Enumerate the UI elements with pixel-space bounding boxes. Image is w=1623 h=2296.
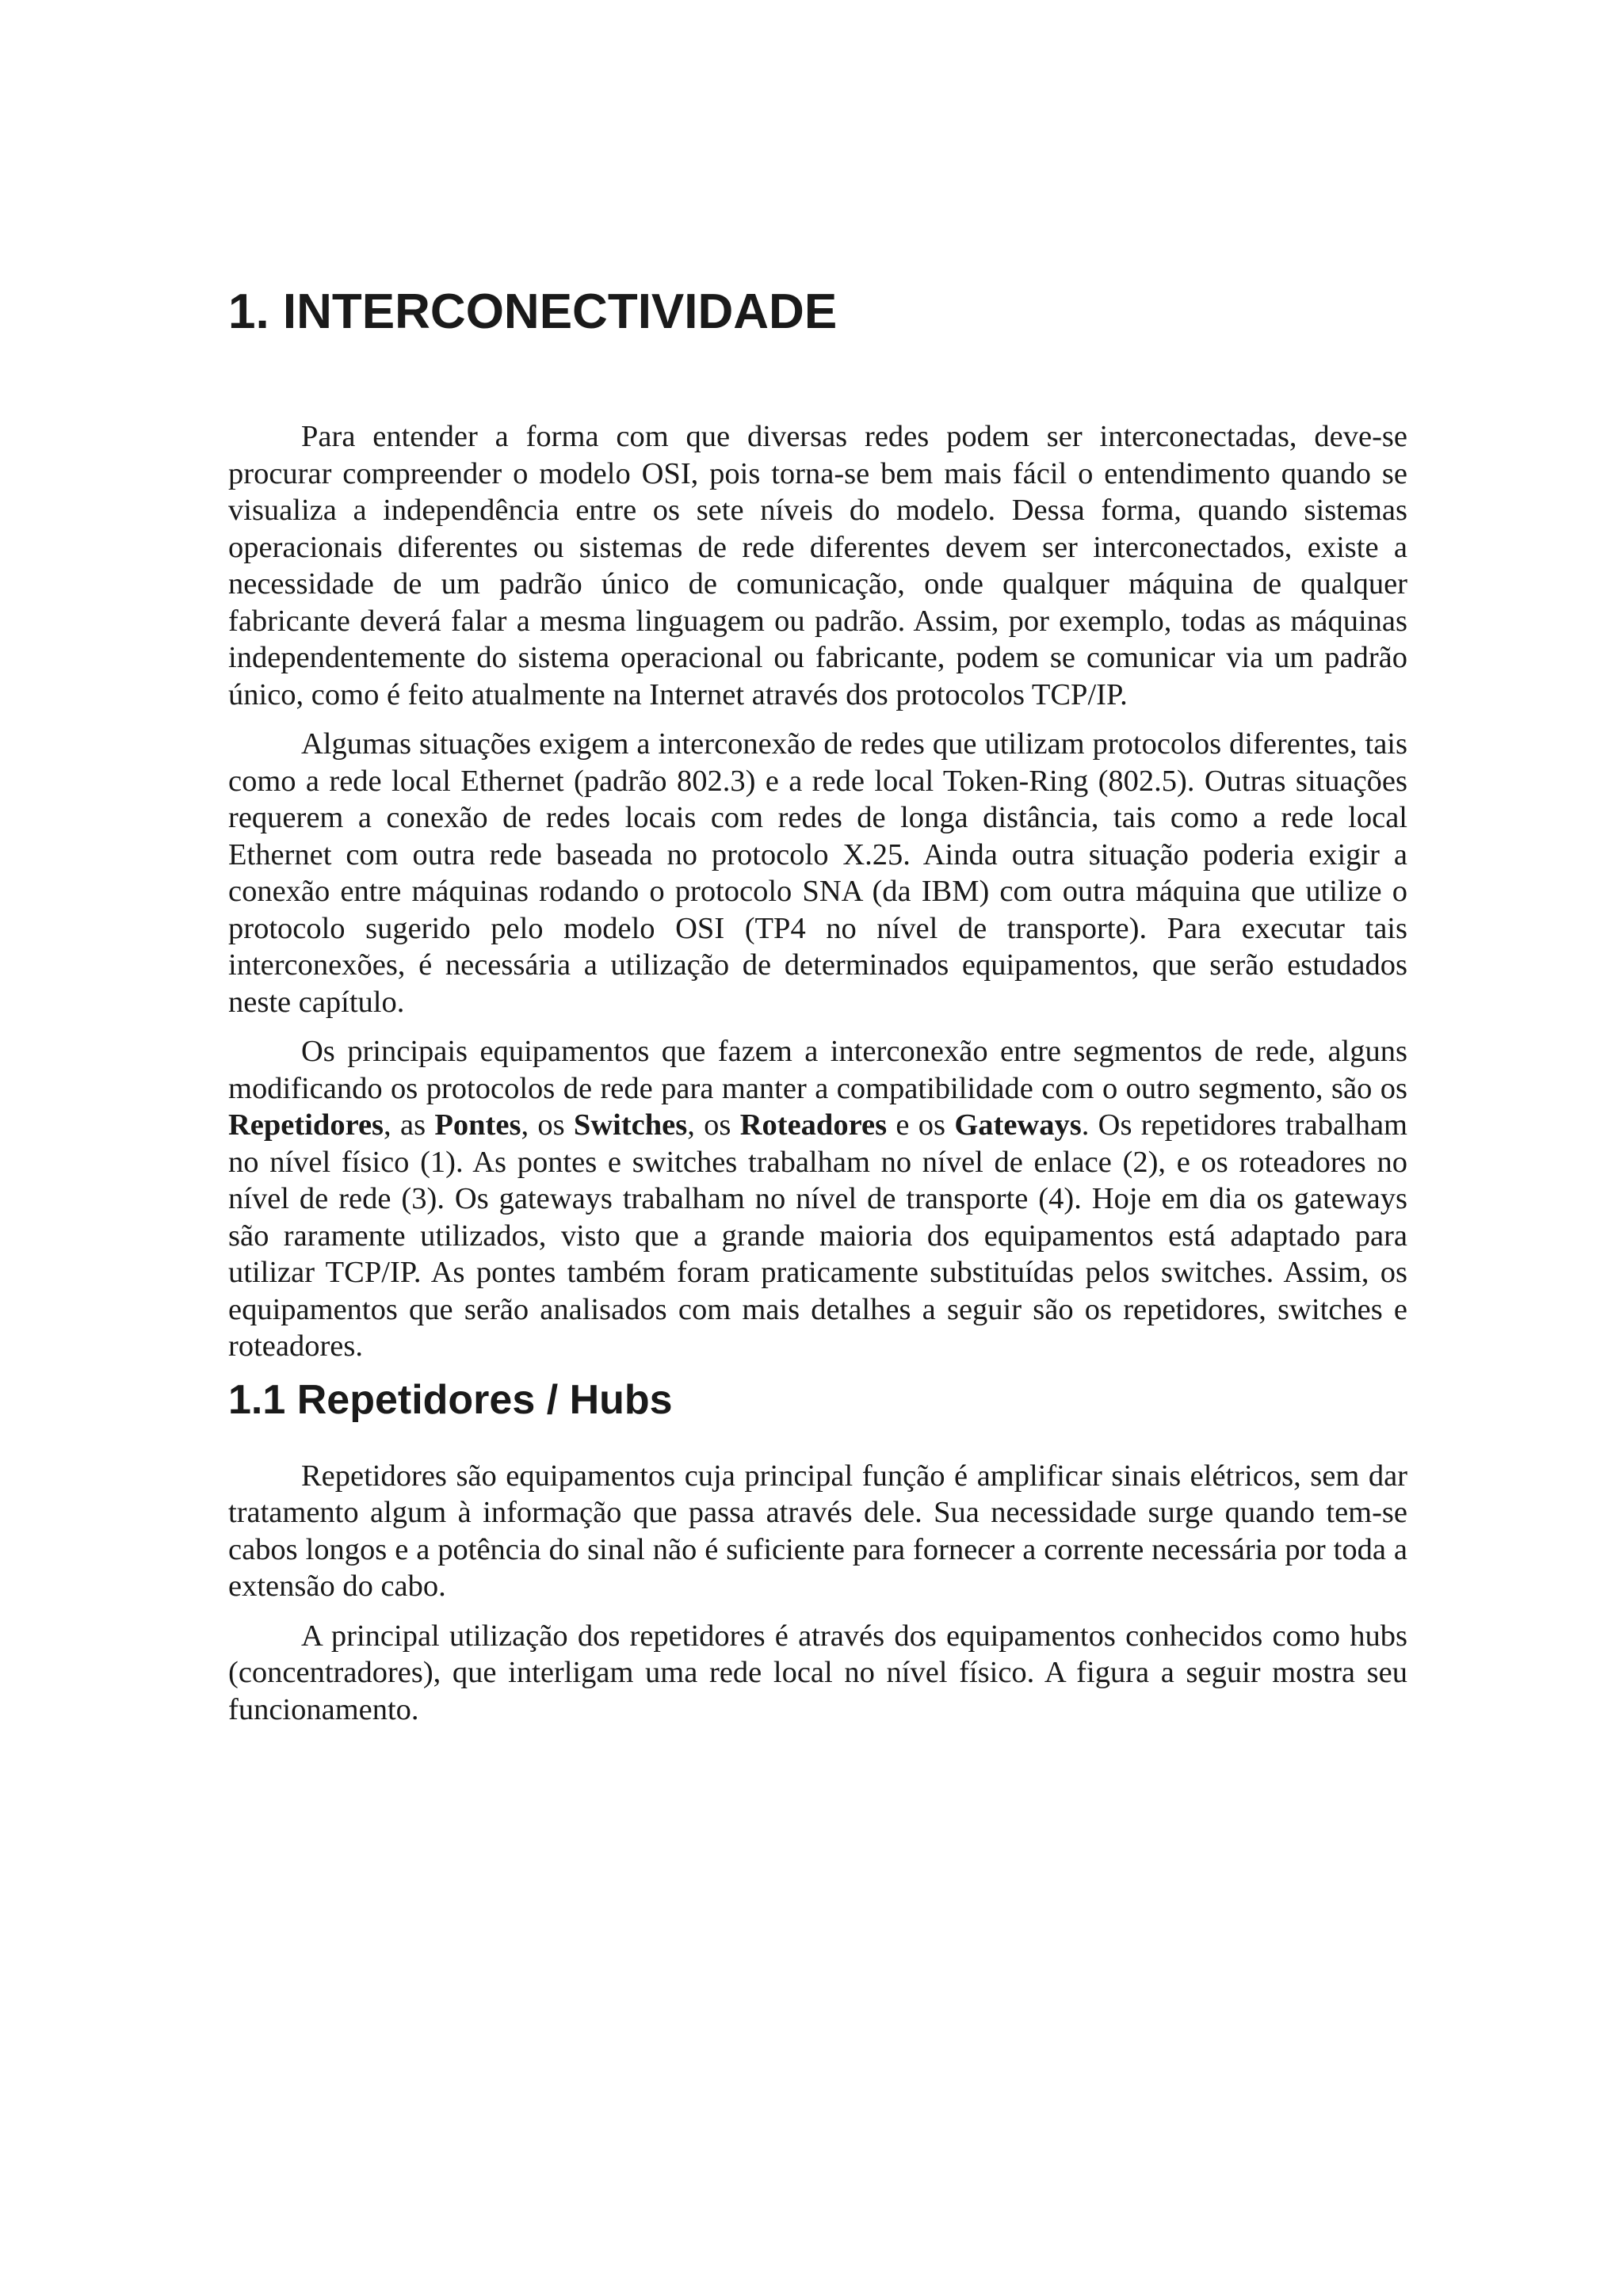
term-switches: Switches [573,1108,688,1142]
chapter-title: 1. INTERCONECTIVIDADE [228,284,838,339]
term-repetidores: Repetidores [228,1108,384,1142]
section-title: 1.1 Repetidores / Hubs [228,1376,673,1423]
text-run: , os [521,1108,574,1142]
text-run: , os [687,1108,740,1142]
paragraph-hubs: A principal utilização dos repetidores é através dos equipamentos conhecidos como hubs (concentradores), que interligam uma rede local no nível físico. A figura a seguir mostra seu funcionamento. [228,1619,1407,1726]
paragraph-equipment-overview [228,1033,1407,1365]
term-pontes: Pontes [434,1108,521,1142]
paragraph-protocol-situations: Algumas situações exigem a interconexão de redes que utilizam protocolos diferentes, tais como a rede local Ethernet (padrão 802.3) e a rede local Token-Ring (802.5). Outras situações requerem a conexão de redes locais com redes de longa distância, tais como a rede local Ethernet com outra rede baseada no protocolo X.25. Ainda outra situação poderia exigir a conexão entre máquinas rodando o protocolo SNA (da IBM) com outra máquina que utilize o protocolo sugerido pelo modelo OSI (TP4 no nível de transporte). Para executar tais interconexões, é necessária a utilização de determinados equipamentos, que serão estudados neste capítulo. [228,727,1407,1019]
text-run: e os [887,1108,955,1142]
term-gateways: Gateways [954,1108,1082,1142]
document-page [228,285,1407,1741]
text-run: . Os repetidores trabalham no nível físico (1). As pontes e switches trabalham no nível de enlace (2), e os roteadores no nível de rede (3). Os gateways trabalham no nível de transporte (4). Hoje em dia os gateways são raramente utilizados, visto que a grande maioria dos equipamentos está adaptado para utilizar TCP/IP. As pontes também foram praticamente substituídas pelos switches. Assim, os equipamentos que serão analisados com mais detalhes a seguir são os repetidores, switches e roteadores. [228,1108,1408,1363]
paragraph-repetidores: Repetidores são equipamentos cuja principal função é amplificar sinais elétricos, sem dar tratamento algum à informação que passa através dele. Sua necessidade surge quando tem-se cabos longos e a potência do sinal não é suficiente para fornecer a corrente necessária por toda a extensão do cabo. [228,1459,1407,1604]
paragraph-osi-intro: Para entender a forma com que diversas redes podem ser interconectadas, deve-se procurar compreender o modelo OSI, pois torna-se bem mais fácil o entendimento quando se visualiza a independência entre os sete níveis do modelo. Dessa forma, quando sistemas operacionais diferentes ou sistemas de rede diferentes devem ser interconectados, existe a necessidade de um padrão único de comunicação, onde qualquer máquina de qualquer fabricante deverá falar a mesma linguagem ou padrão. Assim, por exemplo, todas as máquinas independentemente do sistema operacional ou fabricante, podem se comunicar via um padrão único, como é feito atualmente na Internet através dos protocolos TCP/IP. [228,420,1407,711]
text-run: Os principais equipamentos que fazem a interconexão entre segmentos de rede, alguns modificando os protocolos de rede para manter a compatibilidade com o outro segmento, são os [228,1035,1407,1105]
term-roteadores: Roteadores [739,1108,888,1142]
text-run: , as [384,1108,435,1142]
